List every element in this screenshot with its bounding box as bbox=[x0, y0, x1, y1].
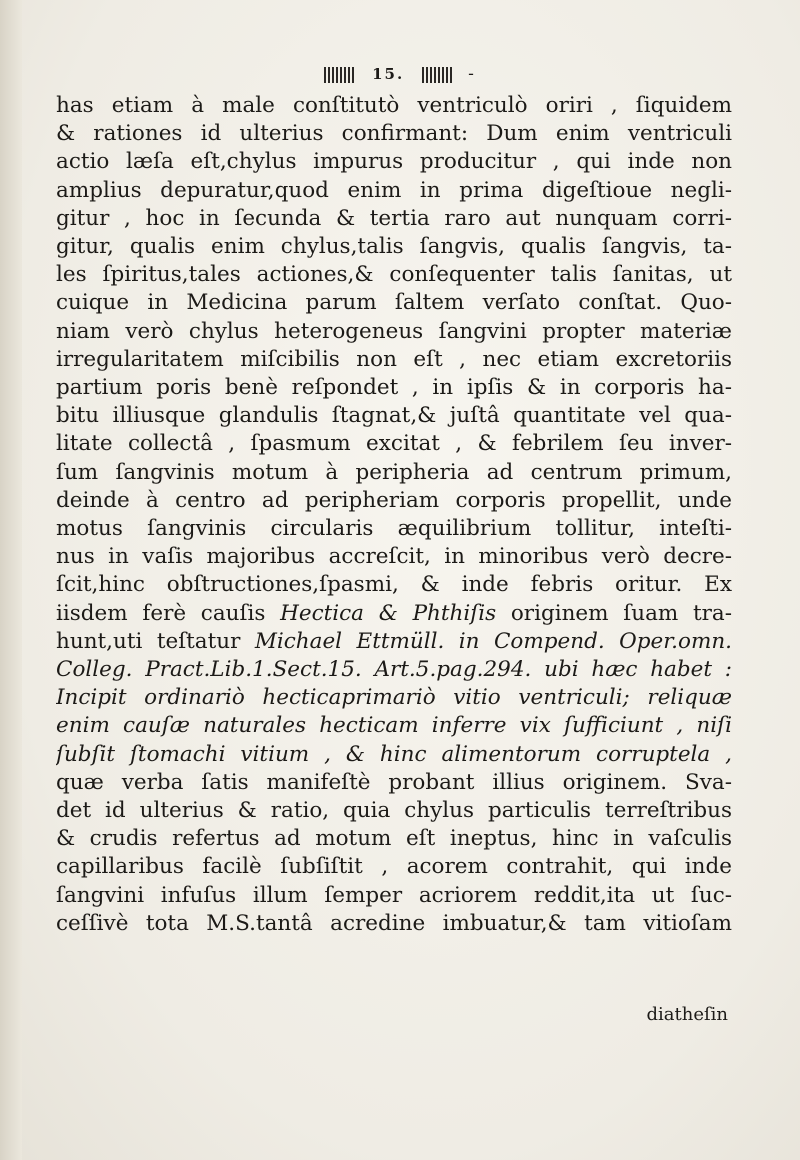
italic-citation: enim cauſæ naturales hecticam inferre vix ſufficiunt , niſi bbox=[56, 713, 732, 739]
header-trailing-mark: - bbox=[468, 64, 476, 84]
ornament-right-icon bbox=[422, 67, 452, 83]
body-text bbox=[56, 92, 732, 938]
text-segment: hunt,uti teſtatur bbox=[56, 628, 255, 654]
text-segment: iisdem ferè cauſis bbox=[56, 600, 281, 626]
page-header bbox=[0, 64, 800, 84]
text-line: det id ulterius & ratio, quia chylus particulis terreſtribus bbox=[56, 798, 732, 824]
italic-citation: Hectica & Phthiſis bbox=[280, 600, 497, 626]
text-line bbox=[56, 628, 732, 656]
text-line: motus ſangvinis circularis æquilibrium tollitur, inteſti- bbox=[56, 516, 732, 542]
page-number: 15. bbox=[372, 65, 405, 83]
text-line: ſum ſangvinis motum à peripheria ad centrum primum, bbox=[56, 459, 732, 485]
text-line bbox=[56, 712, 732, 740]
text-line: partium poris benè reſpondet , in ipſis & in corporis ha- bbox=[56, 375, 732, 401]
text-line: & crudis refertus ad motum eſt ineptus, hinc in vaſculis bbox=[56, 826, 732, 852]
text-line: & rationes id ulterius confirmant: Dum enim ventriculi bbox=[56, 121, 732, 147]
text-line: actio læſa eſt,chylus impurus producitur , qui inde non bbox=[56, 149, 732, 175]
text-line: gitur, qualis enim chylus,talis ſangvis, qualis ſangvis, ta- bbox=[56, 234, 732, 260]
text-line: irregularitatem miſcibilis non eſt , nec etiam excretoriis bbox=[56, 346, 732, 372]
ornament-left-icon bbox=[324, 67, 354, 83]
text-line: deinde à centro ad peripheriam corporis propellit, unde bbox=[56, 487, 732, 513]
text-segment: originem ſuam tra- bbox=[496, 600, 732, 626]
text-line bbox=[56, 741, 732, 769]
text-line: capillaribus facilè ſubſiſtit , acorem contrahit, qui inde bbox=[56, 854, 732, 880]
italic-citation: ſubſit ſtomachi vitium , & hinc alimentorum corruptela , bbox=[56, 741, 732, 767]
text-line: quæ verba ſatis manifeſtè probant illius originem. Sva- bbox=[56, 769, 732, 795]
text-line: amplius depuratur,quod enim in prima digeſtioue negli- bbox=[56, 177, 732, 203]
text-line: les ſpiritus,tales actiones,& conſequenter talis ſanitas, ut bbox=[56, 262, 732, 288]
text-line: cuique in Medicina parum ſaltem verſato conſtat. Quo- bbox=[56, 290, 732, 316]
text-line: ſangvini infuſus illum ſemper acriorem reddit,ita ut ſuc- bbox=[56, 882, 732, 908]
text-line: ceſſivè tota M.S.tantâ acredine imbuatur,& tam vitioſam bbox=[56, 910, 732, 936]
text-line: has etiam à male conſtitutò ventriculò oriri , ſiquidem bbox=[56, 93, 732, 118]
text-line: niam verò chylus heterogeneus ſangvini propter materiæ bbox=[56, 318, 732, 344]
book-spine-shadow bbox=[0, 0, 22, 1160]
text-line bbox=[56, 656, 732, 684]
text-line: litate collectâ , ſpasmum excitat , & febrilem ſeu inver- bbox=[56, 431, 732, 457]
italic-citation: Michael Ettmüll. in Compend. Oper.omn. bbox=[254, 628, 732, 654]
text-line: bitu illiusque glandulis ſtagnat,& juſtâ quantitate vel qua- bbox=[56, 403, 732, 429]
italic-citation: Colleg. Pract.Lib.1.Sect.15. Art.5.pag.294. ubi hæc habet : bbox=[56, 657, 732, 683]
text-line: ſcit,hinc obſtructiones,ſpasmi, & inde febris oritur. Ex bbox=[56, 572, 732, 598]
text-line: nus in vaſis majoribus accreſcit, in minoribus verò decre- bbox=[56, 544, 732, 570]
italic-citation: Incipit ordinariò hecticaprimariò vitio ventriculi; reliquæ bbox=[56, 685, 732, 711]
catchword: diatheſin bbox=[646, 1004, 728, 1025]
text-line bbox=[56, 600, 732, 628]
text-line bbox=[56, 684, 732, 712]
text-line: gitur , hoc in ſecunda & tertia raro aut nunquam corri- bbox=[56, 205, 732, 231]
